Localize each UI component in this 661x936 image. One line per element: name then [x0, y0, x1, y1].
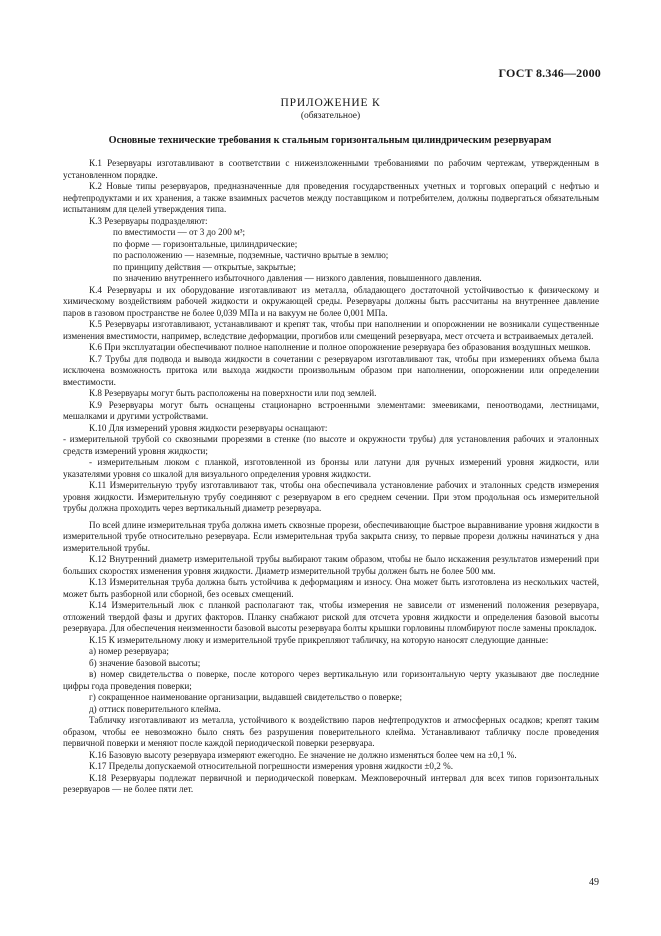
paragraph-k17: К.17 Пределы допускаемой относительной погрешности измерения уровня жидкости ±0,2 %. — [89, 761, 453, 771]
paragraph-k9: К.9 Резервуары могут быть оснащены стационарно встроенными элементами: змеевиками, пеноотводами, лестницами, мешалками и другими устройствами. — [63, 399, 599, 421]
page-number: 49 — [589, 877, 599, 888]
list-item: б) значение базовой высоты; — [89, 657, 201, 668]
appendix-subtitle: (обязательное) — [300, 111, 361, 121]
list-item: по принципу действия — открытые, закрытые; — [113, 261, 296, 272]
paragraph-k14: К.14 Измерительный люк с планкой располагают так, чтобы измерения не зависели от изменений положения резервуара, отложений твердой фазы и других факторов. Планку снабжают риской для отсчета уровня жидкости и определения базовой высоты резервуара. Для обеспечения неизменности базовой высоты резервуара болты крышки горловины пломбируют после замены прокладок. — [63, 600, 599, 633]
document-body — [63, 158, 599, 796]
list-item: по расположению — наземные, подземные, частично врытые в землю; — [113, 250, 389, 260]
paragraph-k12: К.12 Внутренний диаметр измерительной трубы выбирают таким образом, чтобы не было искажения результатов измерений при больших скоростях изменения уровня жидкости. Диаметр измерительной трубы должен быть не более 500 мм. — [63, 554, 599, 576]
paragraph-k3: К.3 Резервуары подразделяют: — [89, 215, 208, 226]
paragraph-k18: К.18 Резервуары подлежат первичной и периодической поверкам. Межповерочный интервал для всех типов горизонтальных резервуаров — не более пяти лет. — [63, 772, 599, 794]
list-item: г) сокращенное наименование организации, выдавшей свидетельство о поверке; — [89, 692, 402, 702]
standard-code-header: ГОСТ 8.346—2000 — [498, 66, 601, 80]
paragraph-k6: К.6 При эксплуатации обеспечивают полное наполнение и полное опорожнение резервуара без образования воздушных мешков. — [89, 342, 591, 352]
paragraph-k16: К.16 Базовую высоту резервуара измеряют ежегодно. Ее значение не должно изменяться более чем на ±0,1 %. — [89, 749, 517, 760]
list-item: по вместимости — от 3 до 200 м³; — [113, 227, 246, 237]
list-item: в) номер свидетельства о поверке, после которого через вертикальную или горизонтальную черту указывают две последние цифры года проведения поверки; — [63, 669, 599, 691]
list-item: д) оттиск поверительного клейма. — [89, 703, 221, 714]
paragraph-k10: К.10 Для измерений уровня жидкости резервуары оснащают: — [89, 422, 328, 433]
paragraph-k1: К.1 Резервуары изготавливают в соответствии с нижеизложенными требованиями по рабочим чертежам, утвержденным в установленном порядке. — [63, 158, 599, 180]
list-item: - измерительной трубой со сквозными прорезями в стенке (по высоте и окружности трубы) для установления рабочих и эталонных средств измерений уровня жидкости; — [63, 434, 599, 456]
paragraph-k15: К.15 К измерительному люку и измерительной трубе прикрепляют табличку, на которую наносят следующие данные: — [89, 634, 549, 645]
paragraph-plate: Табличку изготавливают из металла, устойчивого к воздействию паров нефтепродуктов и атмосферных осадков; крепят таким образом, чтобы ее невозможно было снять без разрушения поверительного клейма. Устанавливают табличку после проведения первичной поверки и меняют после каждой периодической поверки резервуара. — [63, 715, 599, 748]
list-item: - измерительным люком с планкой, изготовленной из бронзы или латуни для ручных измерений уровня жидкости, или указателями уровня со шкалой для визуального определения уровня жидкости. — [63, 457, 599, 479]
list-item: по значению внутреннего избыточного давления — низкого давления, повышенного давления. — [113, 273, 482, 283]
paragraph-k11-continued: По всей длине измерительная труба должна иметь сквозные прорези, обеспечивающие быстрое выравнивание уровня жидкости в измерительной трубе относительно резервуара. Если измерительная труба закрыта снизу, то первые прорези должны начинаться у дна измерительной трубы. — [63, 519, 599, 553]
paragraph-k4: К.4 Резервуары и их оборудование изготавливают из металла, обладающего достаточной устойчивостью к физическому и химическому воздействиям рабочей жидкости и окружающей среды. Резервуары должны быть рассчитаны на внутреннее давление паров в газовом пространстве не более 0,039 МПа и на вакуум не более 0,001 МПа. — [63, 284, 599, 318]
paragraph-k5: К.5 Резервуары изготавливают, устанавливают и крепят так, чтобы при наполнении и опорожнении не возникали существенные изменения вместимости, например, вследствие деформации, прогибов или смещений резервуара, мест отсчета и встраиваемых деталей. — [63, 319, 599, 341]
list-item: а) номер резервуара; — [89, 646, 169, 656]
paragraph-k2: К.2 Новые типы резервуаров, предназначенные для проведения государственных учетных и торговых операций с нефтью и нефтепродуктами и их хранения, а также взаимных расчетов между поставщиком и потребителем, должны подвергаться обязательным испытаниям для целей утверждения типа. — [63, 181, 599, 214]
appendix-title: ПРИЛОЖЕНИЕ К — [280, 97, 381, 109]
section-title: Основные технические требования к стальным горизонтальным цилиндрическим резервуарам — [108, 135, 552, 146]
paragraph-k11: К.11 Измерительную трубу изготавливают так, чтобы она обеспечивала установление рабочих и эталонных средств измерения уровня жидкости. Измерительную трубу соединяют с резервуаром в его среднем сечении. При этом продольная ось измерительной трубы должна проходить через вертикальный диаметр резервуара. — [63, 480, 599, 513]
paragraph-k8: К.8 Резервуары могут быть расположены на поверхности или под землей. — [89, 388, 377, 398]
list-item: по форме — горизонтальные, цилиндрические; — [113, 238, 298, 249]
paragraph-k7: К.7 Трубы для подвода и вывода жидкости в сочетании с резервуаром изготавливают так, чтобы при измерениях объема была исключена возможность притока или выхода жидкости произвольным образом при наполнении, опорожнении или определении вместимости. — [63, 353, 599, 387]
paragraph-k13: К.13 Измерительная труба должна быть устойчива к деформациям и износу. Она может быть изготовлена из нескольких частей, может быть разборной или сборной, без осевых смещений. — [63, 577, 599, 599]
